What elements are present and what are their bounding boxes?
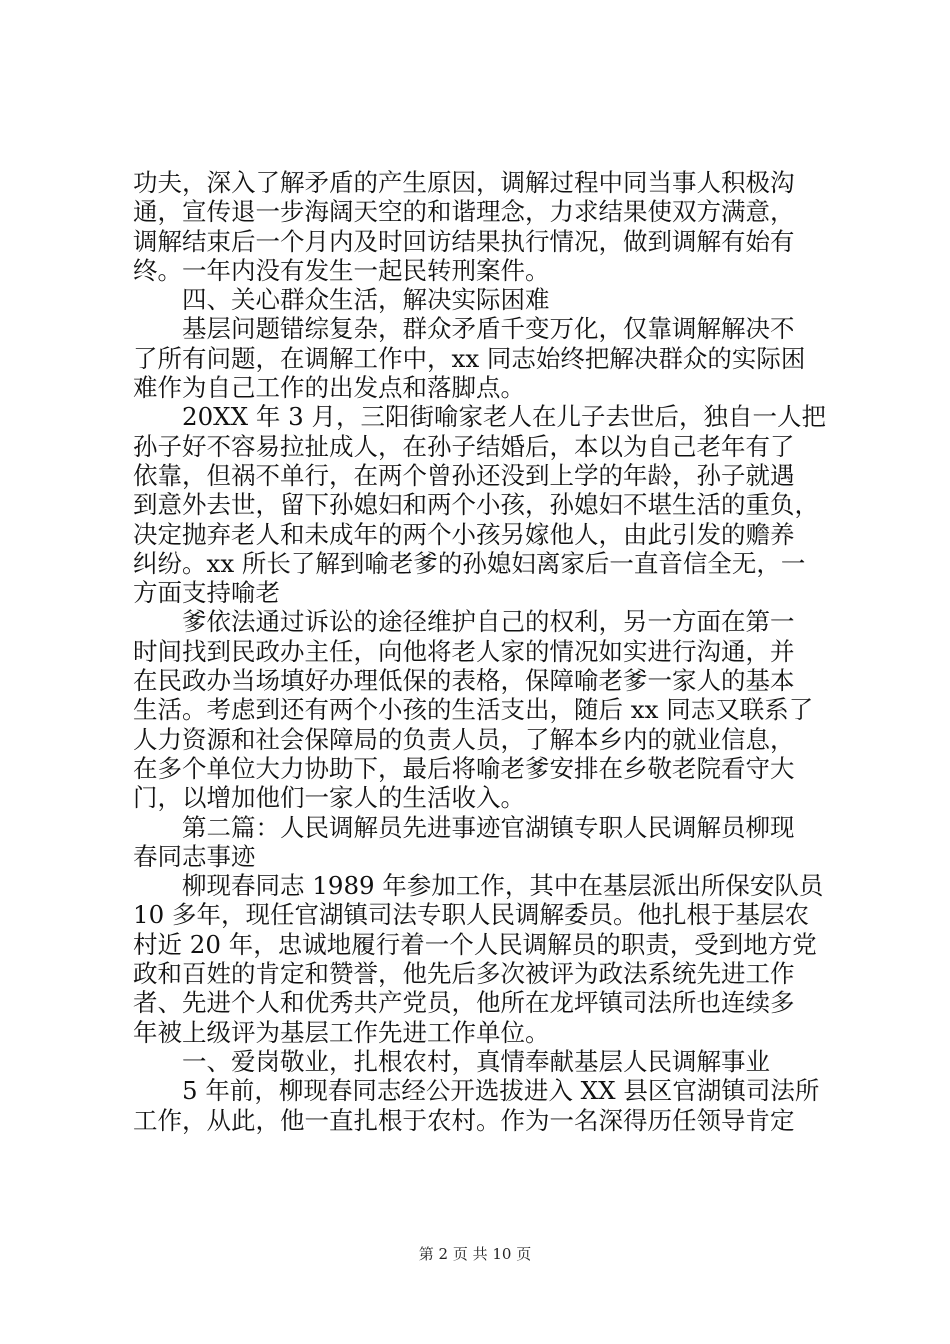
text-line: 政和百姓的肯定和赞誉，他先后多次被评为政法系统先进工作	[133, 959, 795, 989]
text-line: 柳现春同志 1989 年参加工作，其中在基层派出所保安队员	[182, 871, 824, 901]
text-line: 功夫，深入了解矛盾的产生原因，调解过程中同当事人积极沟	[133, 168, 795, 197]
text-line: 纠纷。xx 所长了解到喻老爹的孙媳妇离家后一直音信全无，一	[133, 548, 806, 578]
text-line: 时间找到民政办主任，向他将老人家的情况如实进行沟通，并	[133, 636, 795, 666]
text-line: 10 多年，现任官湖镇司法专职人民调解委员。他扎根于基层农	[133, 900, 809, 930]
text-line: 工作，从此，他一直扎根于农村。作为一名深得历任领导肯定	[133, 1105, 795, 1135]
text-line: 方面支持喻老	[133, 578, 280, 608]
text-line: 者、先进个人和优秀共产党员，他所在龙坪镇司法所也连续多	[133, 988, 795, 1018]
text-line: 终。一年内没有发生一起民转刑案件。	[133, 255, 550, 285]
text-line: 年被上级评为基层工作先进工作单位。	[133, 1017, 550, 1047]
text-line: 一、爱岗敬业，扎根农村，真情奉献基层人民调解事业	[182, 1046, 770, 1076]
text-line: 春同志事迹	[133, 841, 256, 871]
text-line: 调解结束后一个月内及时回访结果执行情况，做到调解有始有	[133, 226, 795, 256]
text-line: 依靠，但祸不单行，在两个曾孙还没到上学的年龄，孙子就遇	[133, 460, 795, 490]
text-line: 到意外去世，留下孙媳妇和两个小孩，孙媳妇不堪生活的重负，	[133, 490, 819, 520]
text-line: 孙子好不容易拉扯成人，在孙子结婚后，本以为自己老年有了	[133, 431, 795, 461]
text-line: 决定抛弃老人和未成年的两个小孩另嫁他人，由此引发的赡养	[133, 519, 795, 549]
page-footer: 第 2 页 共 10 页	[418, 1245, 532, 1263]
text-line: 生活。考虑到还有两个小孩的生活支出，随后 xx 同志又联系了	[133, 695, 814, 725]
document-body	[133, 168, 833, 1135]
text-line: 了所有问题，在调解工作中，xx 同志始终把解决群众的实际困	[133, 343, 806, 373]
text-line: 在多个单位大力协助下，最后将喻老爹安排在乡敬老院看守大	[133, 753, 795, 783]
text-line: 基层问题错综复杂，群众矛盾千变万化，仅靠调解解决不	[182, 314, 795, 344]
text-line: 爹依法通过诉讼的途径维护自己的权利，另一方面在第一	[182, 607, 795, 637]
text-line: 人力资源和社会保障局的负责人员，了解本乡内的就业信息，	[133, 724, 795, 754]
text-line: 村近 20 年，忠诚地履行着一个人民调解员的职责，受到地方党	[133, 929, 817, 959]
text-line: 门，以增加他们一家人的生活收入。	[133, 783, 525, 813]
text-line: 5 年前，柳现春同志经公开选拔进入 XX 县区官湖镇司法所	[182, 1076, 820, 1106]
text-line: 在民政办当场填好办理低保的表格，保障喻老爹一家人的基本	[133, 666, 795, 696]
text-line: 四、关心群众生活，解决实际困难	[182, 285, 550, 315]
text-line: 20XX 年 3 月，三阳街喻家老人在儿子去世后，独自一人把	[182, 402, 827, 432]
text-line: 第二篇：人民调解员先进事迹官湖镇专职人民调解员柳现	[182, 812, 795, 842]
text-line: 难作为自己工作的出发点和落脚点。	[133, 373, 525, 403]
text-line: 通，宣传退一步海阔天空的和谐理念，力求结果使双方满意，	[133, 197, 795, 227]
